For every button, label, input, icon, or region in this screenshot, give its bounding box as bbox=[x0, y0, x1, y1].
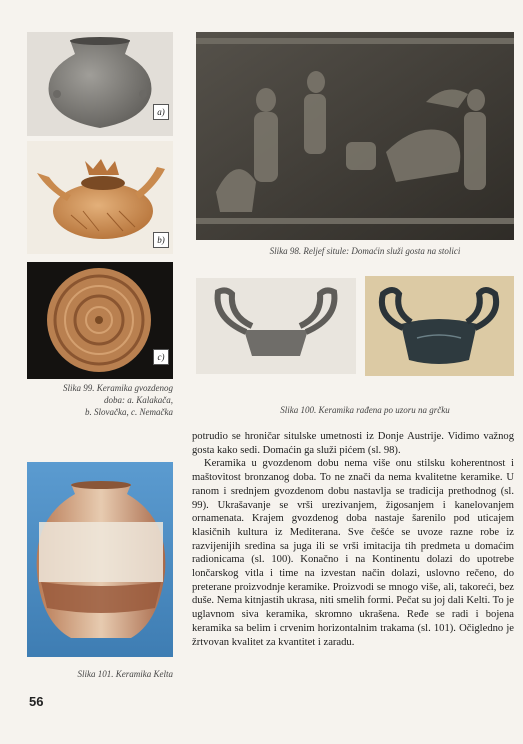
figure-99a-tag: a) bbox=[153, 104, 169, 120]
page-number: 56 bbox=[29, 694, 44, 709]
situla-relief-illustration bbox=[196, 32, 514, 240]
figure-99c-image bbox=[27, 262, 173, 379]
figure-98-relief-image bbox=[196, 32, 514, 240]
figure-100-caption: Slika 100. Keramika rađena po uzoru na grčku bbox=[280, 405, 450, 415]
figure-100b-image bbox=[365, 276, 514, 376]
body-text bbox=[192, 430, 514, 649]
kantharos-black-illustration bbox=[365, 276, 514, 376]
body-paragraph-2: Keramika u gvozdenom dobu nema više onu stilsku koherentnost i maštovitost bronzanog doba. To ne znači da nema kvalitetne keramike. U ranom i srednjem gvozdenom dobu nastavlja se tradicija prethodnog (sl. 99). Ukrašavanje se vrši urezivanjem, žigosanjem i kanelovanjem ornamenata. Krajem gvozdenog doba nastaje šarenilo pod uticajem klasičnih kultura iz Mediterana. Sve češće se uvoze razne robe iz razvijenijih sredina sa juga ili se vrši imitacija tih predmeta u domaćim radionicama (sl. 100). Konačno i na Kontinentu dolazi do upotrebe lončarskog vitla i time na izvestan način dolazi, uslovno rečeno, do preterane proizvodnje keramike. Proizvodi se mnogo više, ali, takoreći, bez duše. Nema kitnjastih ukrasa, niti smelih formi. Pečat su joj dali Kelti. To je uglavnom siva keramika, skromno ukrašena. Ređe se radi i bojena keramika sa belim i crvenim horizontalnim trakama (sl. 101). Očigledno je žrtvovan kvalitet za kvantitet i zaradu. bbox=[192, 458, 514, 648]
celtic-vase-illustration bbox=[27, 462, 173, 657]
body-paragraph-1: potrudio se hroničar situlske umetnosti iz Donje Austrije. Vidimo važnog gosta kako sedi. Domaćin ga služi pićem (sl. 98). bbox=[192, 431, 514, 456]
figure-99-caption-line-2: doba: a. Kalakača, bbox=[104, 395, 173, 405]
figure-99c-tag: c) bbox=[153, 349, 169, 365]
gray-pot-illustration bbox=[27, 32, 173, 136]
orange-vessel-illustration bbox=[27, 141, 173, 254]
figure-99-caption-line-3: b. Slovačka, c. Nemačka bbox=[85, 407, 173, 417]
figure-99-caption-line-1: Slika 99. Keramika gvozdenog bbox=[63, 383, 173, 393]
figure-99-caption bbox=[22, 382, 173, 418]
figure-99b-tag: b) bbox=[153, 232, 169, 248]
figure-99a-image bbox=[27, 32, 173, 136]
figure-98-caption: Slika 98. Reljef situle: Domaćin služi gosta na stolici bbox=[269, 246, 461, 256]
decorated-plate-illustration bbox=[27, 262, 173, 379]
figure-101-image bbox=[27, 462, 173, 657]
figure-99b-image bbox=[27, 141, 173, 254]
figure-100a-image bbox=[196, 278, 356, 374]
kantharos-gray-illustration bbox=[196, 278, 356, 374]
figure-101-caption: Slika 101. Keramika Kelta bbox=[77, 669, 173, 679]
